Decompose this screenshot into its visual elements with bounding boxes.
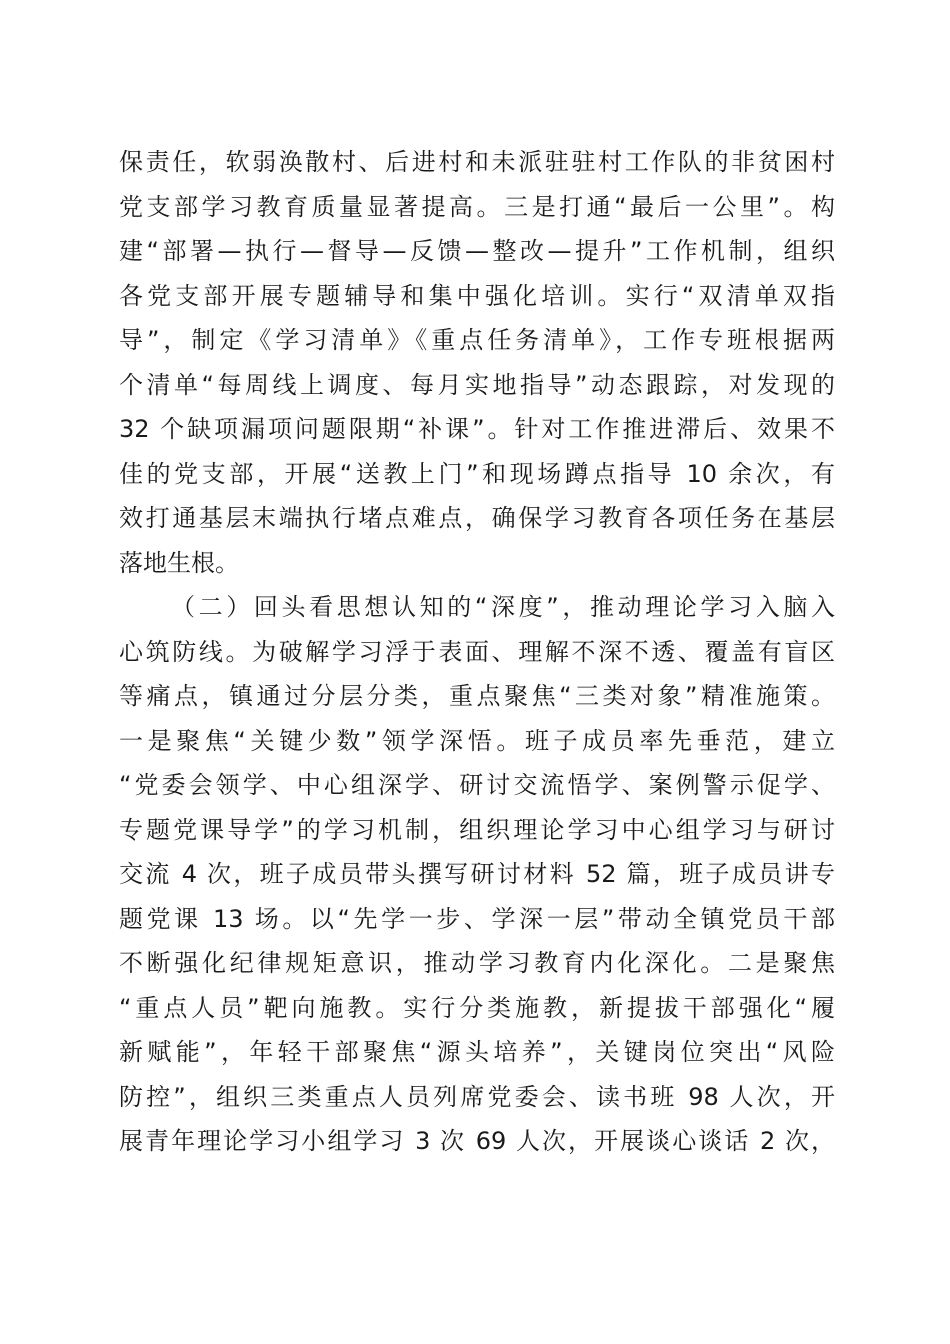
text-line: 效打通基层末端执行堵点难点，确保学习教育各项任务在基层 — [119, 504, 835, 532]
text-line: 各党支部开展专题辅导和集中强化培训。实行“双清单双指 — [119, 281, 835, 310]
text-line: “重点人员”靶向施教。实行分类施教，新提拔干部强化“履 — [119, 993, 835, 1022]
text-line: 佳的党支部，开展“送教上门”和现场蹲点指导 10 余次，有 — [119, 459, 835, 488]
text-line: 党支部学习教育质量显著提高。三是打通“最后一公里”。构 — [119, 192, 835, 221]
text-line: 不断强化纪律规矩意识，推动学习教育内化深化。二是聚焦 — [119, 949, 835, 977]
text-line: “党委会领学、中心组深学、研讨交流悟学、案例警示促学、 — [119, 771, 835, 799]
text-line: 心筑防线。为破解学习浮于表面、理解不深不透、覆盖有盲区 — [119, 637, 835, 666]
text-line: 交流 4 次，班子成员带头撰写研讨材料 52 篇，班子成员讲专 — [119, 860, 835, 888]
text-line: 一是聚焦“关键少数”领学深悟。班子成员率先垂范，建立 — [119, 726, 835, 755]
text-line: 个清单“每周线上调度、每月实地指导”动态跟踪，对发现的 — [119, 370, 835, 399]
body-text — [119, 140, 835, 1164]
text-line: 专题党课导学”的学习机制，组织理论学习中心组学习与研讨 — [119, 815, 835, 844]
text-line: 落地生根。 — [119, 548, 239, 577]
section-heading-line: （二）回头看思想认知的“深度”，推动理论学习入脑入 — [171, 593, 835, 621]
text-line: 32 个缺项漏项问题限期“补课”。针对工作推进滞后、效果不 — [119, 415, 835, 443]
text-line: 新赋能”，年轻干部聚焦“源头培养”，关键岗位突出“风险 — [119, 1038, 835, 1066]
text-line: 建“部署—执行—督导—反馈—整改—提升”工作机制，组织 — [119, 237, 835, 265]
text-line: 导”，制定《学习清单》《重点任务清单》，工作专班根据两 — [119, 326, 835, 354]
text-line: 展青年理论学习小组学习 3 次 69 人次，开展谈心谈话 2 次， — [119, 1127, 835, 1155]
text-line: 防控”，组织三类重点人员列席党委会、读书班 98 人次，开 — [119, 1082, 835, 1111]
text-line: 题党课 13 场。以“先学一步、学深一层”带动全镇党员干部 — [119, 904, 835, 933]
text-line: 保责任，软弱涣散村、后进村和未派驻驻村工作队的非贫困村 — [119, 148, 835, 176]
text-line: 等痛点，镇通过分层分类，重点聚焦“三类对象”精准施策。 — [119, 682, 835, 710]
